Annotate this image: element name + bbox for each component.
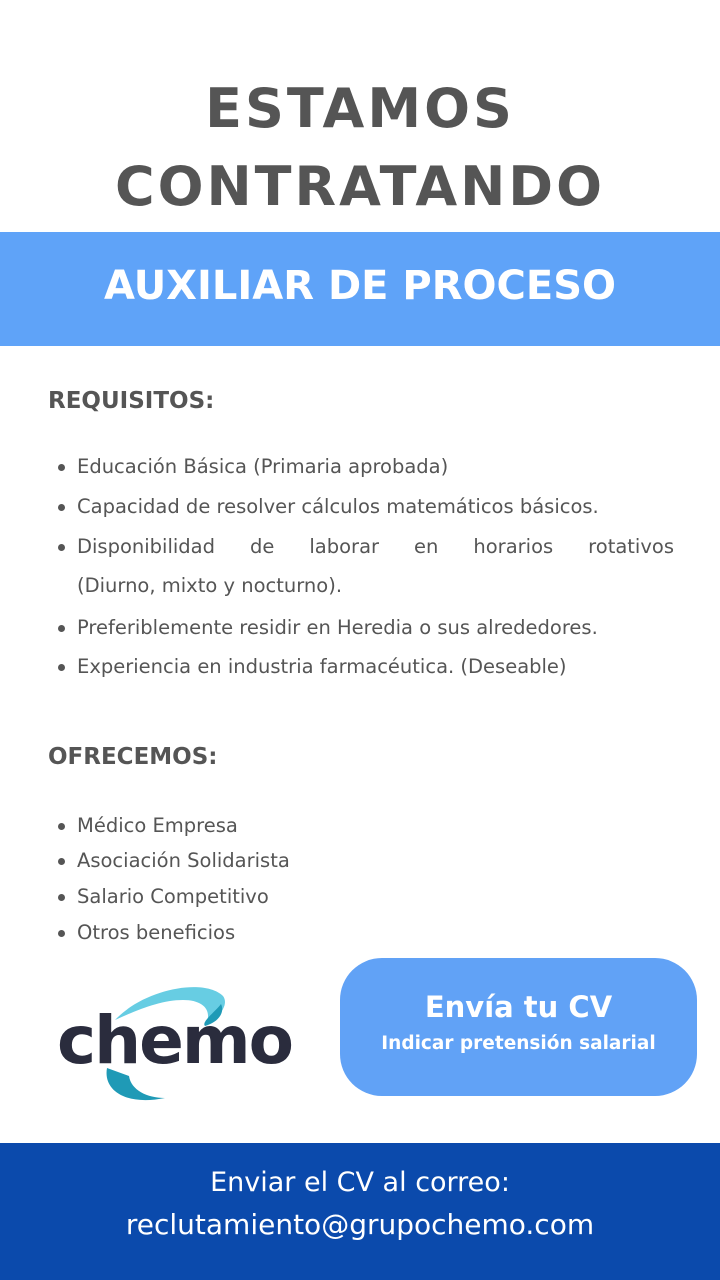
bullet-icon xyxy=(58,664,65,671)
headline xyxy=(0,0,720,232)
bullet-icon xyxy=(58,544,65,551)
contact-email-link[interactable]: reclutamiento@grupochemo.com xyxy=(125,1208,595,1241)
list-item-text: Otros beneficios xyxy=(77,921,236,944)
send-cv-subtitle: Indicar pretensión salarial xyxy=(381,1033,656,1054)
bullet-icon xyxy=(58,930,65,937)
list-item-text: Educación Básica (Primaria aprobada) xyxy=(77,455,449,478)
bullet-icon xyxy=(58,823,65,830)
headline-line-2: CONTRATANDO xyxy=(114,155,606,218)
bullet-icon xyxy=(58,504,65,511)
headline-line-1: ESTAMOS xyxy=(205,77,515,140)
footer-instruction: Enviar el CV al correo: xyxy=(210,1167,510,1198)
requirements-title: REQUISITOS: xyxy=(48,388,215,414)
list-item-text: Médico Empresa xyxy=(77,814,238,837)
list-item-text: Asociación Solidarista xyxy=(77,849,290,872)
logo-wordmark: chemo xyxy=(57,1002,292,1079)
bullet-icon xyxy=(58,464,65,471)
list-item-text: (Diurno, mixto y nocturno). xyxy=(77,574,343,597)
list-item-text: Capacidad de resolver cálculos matemáticos básicos. xyxy=(77,495,599,518)
offers-title: OFRECEMOS: xyxy=(48,744,218,770)
bullet-icon xyxy=(58,625,65,632)
list-item-text: Preferiblemente residir en Heredia o sus alrededores. xyxy=(77,616,598,639)
send-cv-title: Envía tu CV xyxy=(424,990,613,1024)
role-title: AUXILIAR DE PROCESO xyxy=(103,263,617,309)
list-item-text: Disponibilidad de laborar en horarios rotativos xyxy=(77,535,674,558)
bullet-icon xyxy=(58,894,65,901)
list-item-text: Experiencia en industria farmacéutica. (Deseable) xyxy=(77,655,567,678)
send-cv-button[interactable] xyxy=(340,958,697,1096)
bullet-icon xyxy=(58,858,65,865)
list-item-text: Salario Competitivo xyxy=(77,885,269,908)
